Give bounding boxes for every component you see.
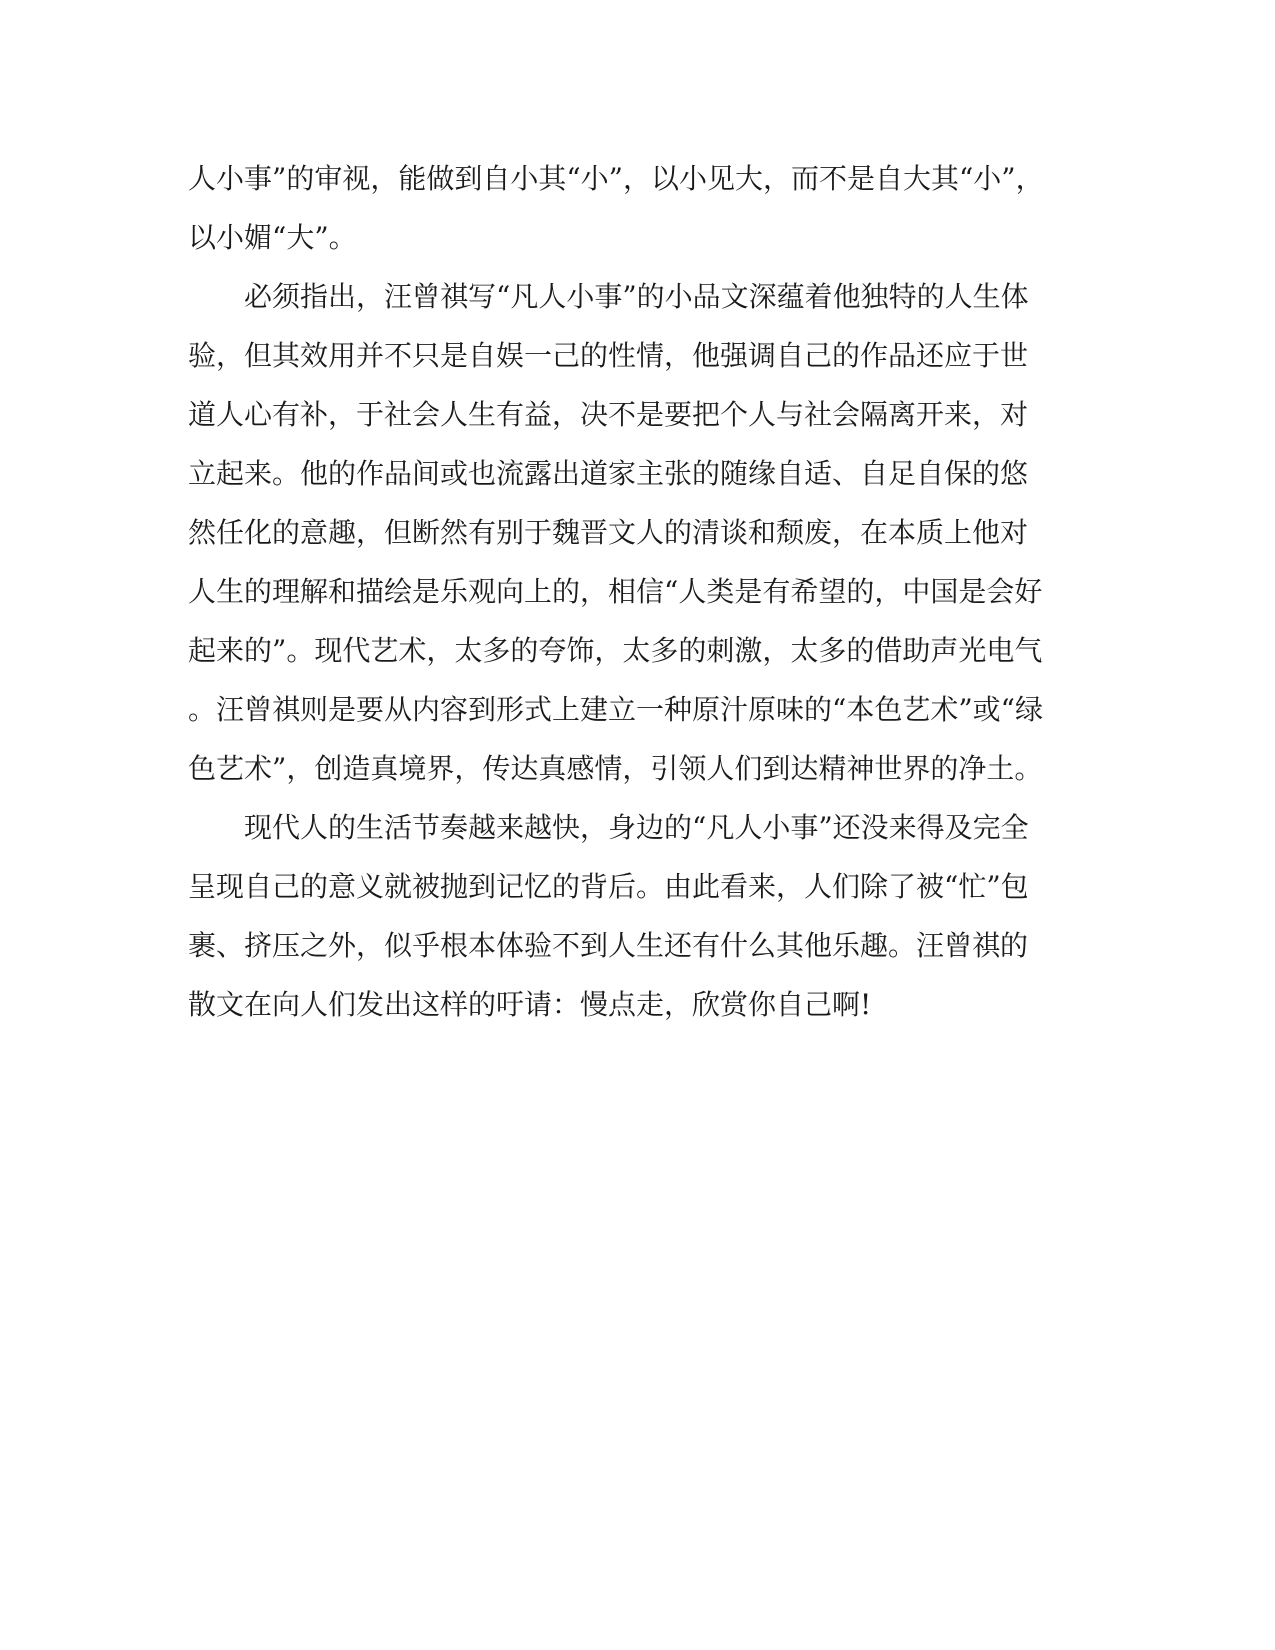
text-line: 裹、挤压之外，似乎根本体验不到人生还有什么其他乐趣。汪曾祺的 xyxy=(188,929,1029,962)
text-line: 道人心有补，于社会人生有益，决不是要把个人与社会隔离开来，对 xyxy=(188,398,1029,431)
text-line: 散文在向人们发出这样的吁请：慢点走，欣赏你自己啊! xyxy=(188,988,872,1021)
document-body xyxy=(188,158,1068,1043)
text-line: 。汪曾祺则是要从内容到形式上建立一种原汁原味的“本色艺术”或“绿 xyxy=(188,693,1043,726)
text-line: 人生的理解和描绘是乐观向上的，相信“人类是有希望的，中国是会好 xyxy=(188,575,1043,608)
text-line: 色艺术”，创造真境界，传达真感情，引领人们到达精神世界的净土。 xyxy=(188,752,1043,785)
text-line: 然任化的意趣，但断然有别于魏晋文人的清谈和颓废，在本质上他对 xyxy=(188,516,1029,549)
text-line: 必须指出，汪曾祺写“凡人小事”的小品文深蕴着他独特的人生体 xyxy=(188,280,1029,313)
text-line: 起来的”。现代艺术，太多的夸饰，太多的刺激，太多的借助声光电气 xyxy=(188,634,1043,667)
text-line: 立起来。他的作品间或也流露出道家主张的随缘自适、自足自保的悠 xyxy=(188,457,1029,490)
text-line: 人小事”的审视，能做到自小其“小”，以小见大，而不是自大其“小”， xyxy=(188,162,1044,195)
text-line: 呈现自己的意义就被抛到记忆的背后。由此看来，人们除了被“忙”包 xyxy=(188,870,1029,903)
text-line: 现代人的生活节奏越来越快，身边的“凡人小事”还没来得及完全 xyxy=(188,811,1029,844)
text-line: 以小媚“大”。 xyxy=(188,221,357,254)
text-line: 验，但其效用并不只是自娱一己的性情，他强调自己的作品还应于世 xyxy=(188,339,1029,372)
